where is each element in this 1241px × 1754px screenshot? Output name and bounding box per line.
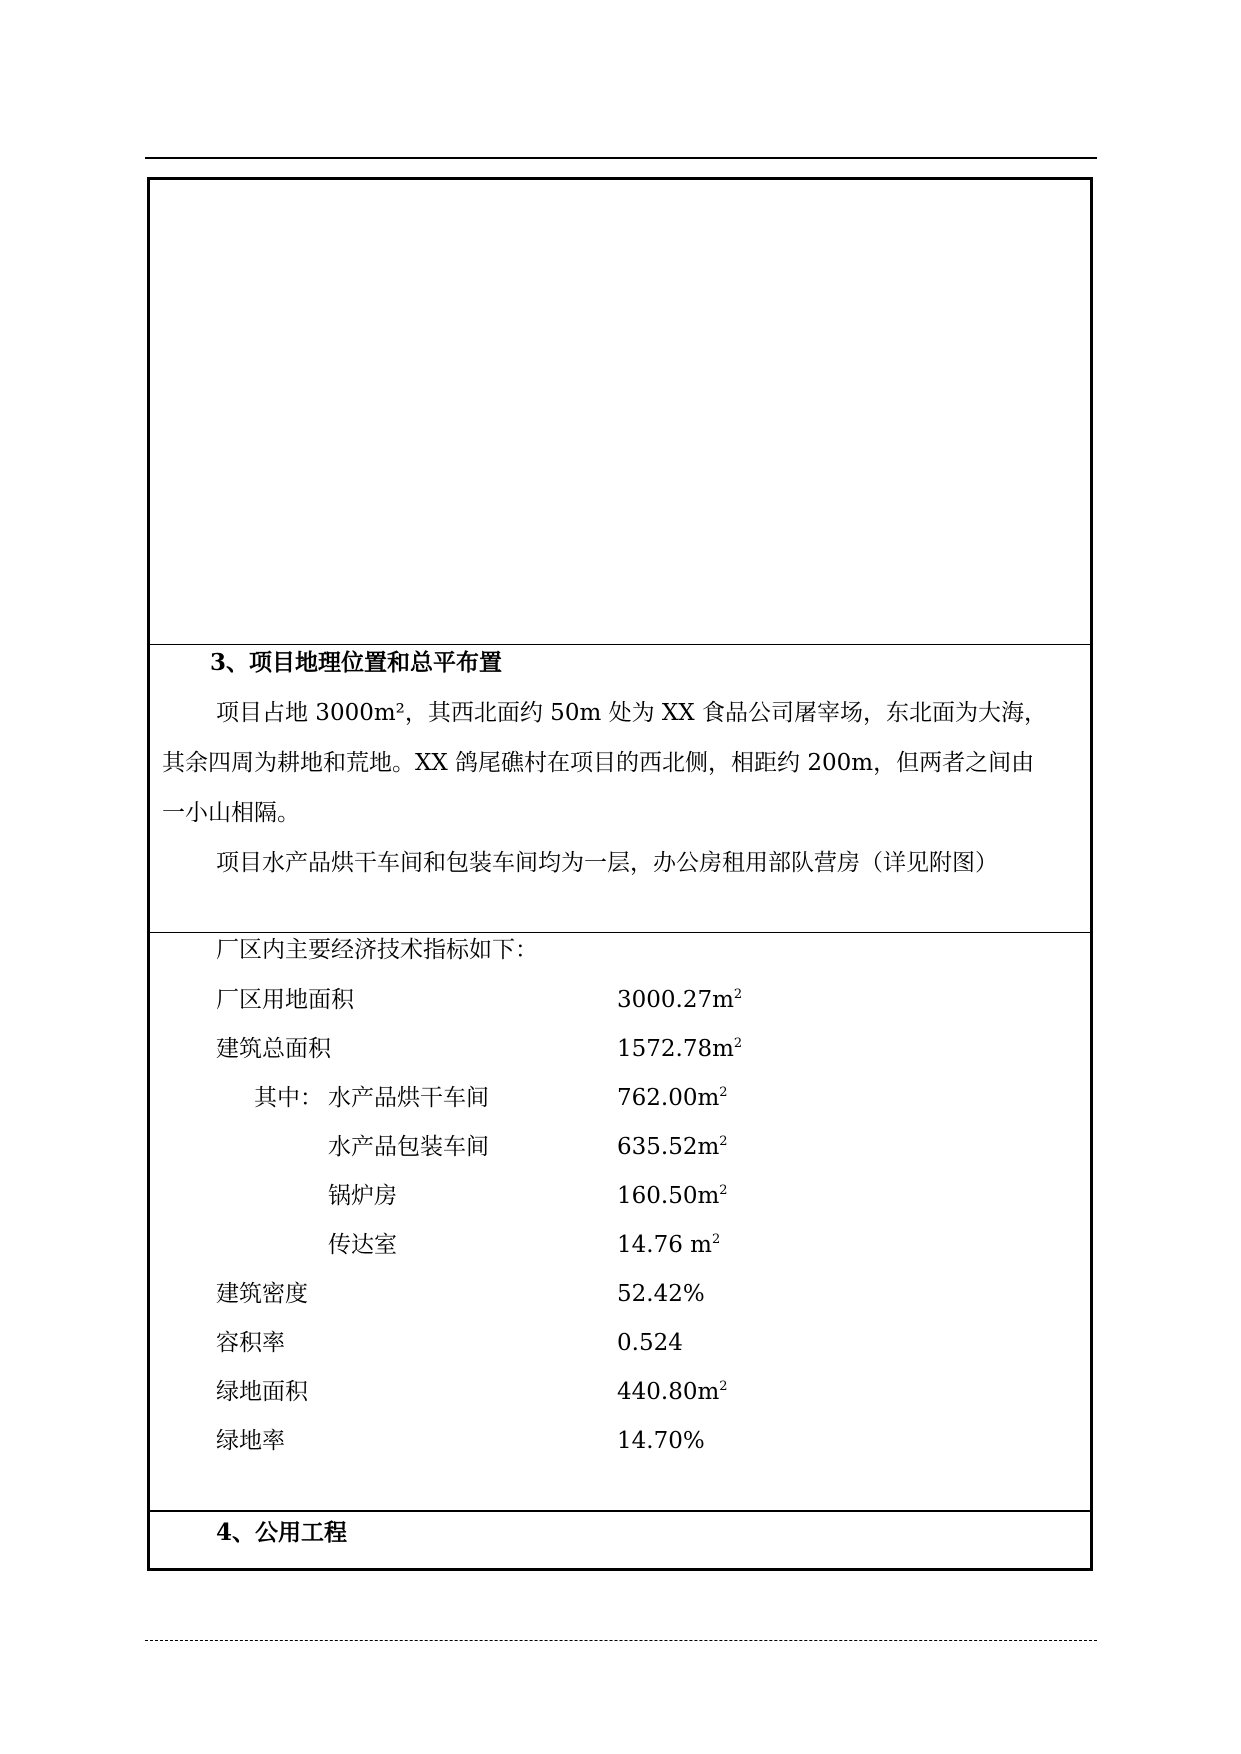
indicator-value — [617, 1328, 683, 1358]
indicator-value — [617, 1230, 720, 1260]
section3-para1-line3: 一小山相隔。 — [162, 800, 300, 826]
indicator-value — [617, 1279, 705, 1309]
indicator-unit-exponent: 2 — [719, 1085, 728, 1100]
row-divider — [150, 644, 1090, 645]
indicator-label: 传达室 — [328, 1232, 397, 1258]
section3-para1-line2: 其余四周为耕地和荒地。XX 鸽尾礁村在项目的西北侧，相距约 200m，但两者之间由 — [162, 750, 1035, 776]
section3-heading: 3、项目地理位置和总平布置 — [210, 649, 503, 676]
indicator-number: 160.50m — [617, 1183, 720, 1209]
indicator-unit-exponent: 2 — [719, 1379, 728, 1394]
indicators-intro: 厂区内主要经济技术指标如下： — [216, 937, 538, 963]
row-divider — [150, 932, 1090, 933]
indicator-unit-exponent: 2 — [733, 987, 743, 1002]
indicator-value — [617, 1181, 728, 1211]
indicator-unit-exponent: 2 — [719, 1134, 728, 1149]
indicator-label: 建筑总面积 — [216, 1036, 331, 1062]
indicator-number: 3000.27m — [617, 987, 734, 1013]
blank-cell — [150, 180, 1090, 644]
indicator-number: 14.70% — [617, 1428, 705, 1454]
indicator-prefix: 其中： — [254, 1085, 323, 1111]
indicator-unit-exponent: 2 — [733, 1036, 743, 1051]
indicator-unit-exponent: 2 — [711, 1232, 721, 1247]
footer-rule — [145, 1640, 1097, 1641]
indicator-label: 绿地率 — [216, 1428, 285, 1454]
document-table — [147, 177, 1093, 1571]
header-rule — [145, 157, 1097, 159]
indicator-value — [617, 1426, 705, 1456]
indicator-value — [617, 985, 742, 1015]
section3-para2: 项目水产品烘干车间和包装车间均为一层，办公房租用部队营房（详见附图） — [216, 850, 998, 876]
indicator-value — [617, 1083, 728, 1113]
indicator-value — [617, 1132, 728, 1162]
indicator-number: 14.76 m — [617, 1232, 712, 1258]
indicator-label: 水产品包装车间 — [328, 1134, 489, 1160]
indicator-label: 容积率 — [216, 1330, 285, 1356]
indicator-number: 440.80m — [617, 1379, 720, 1405]
indicator-label: 绿地面积 — [216, 1379, 308, 1405]
row-divider — [150, 1510, 1090, 1512]
indicator-number: 635.52m — [617, 1134, 720, 1160]
indicator-unit-exponent: 2 — [719, 1183, 728, 1198]
indicator-value — [617, 1034, 742, 1064]
indicator-number: 1572.78m — [617, 1036, 734, 1062]
indicator-label: 建筑密度 — [216, 1281, 308, 1307]
indicator-label: 厂区用地面积 — [216, 987, 354, 1013]
indicator-number: 52.42% — [617, 1281, 705, 1307]
indicator-value — [617, 1377, 728, 1407]
section4-heading: 4、公用工程 — [216, 1519, 348, 1546]
indicator-number: 0.524 — [617, 1330, 683, 1356]
section3-para1-line1: 项目占地 3000m²，其西北面约 50m 处为 XX 食品公司屠宰场，东北面为大海， — [216, 700, 1047, 726]
indicator-label: 锅炉房 — [328, 1183, 397, 1209]
indicator-label: 水产品烘干车间 — [328, 1085, 489, 1111]
indicator-number: 762.00m — [617, 1085, 720, 1111]
